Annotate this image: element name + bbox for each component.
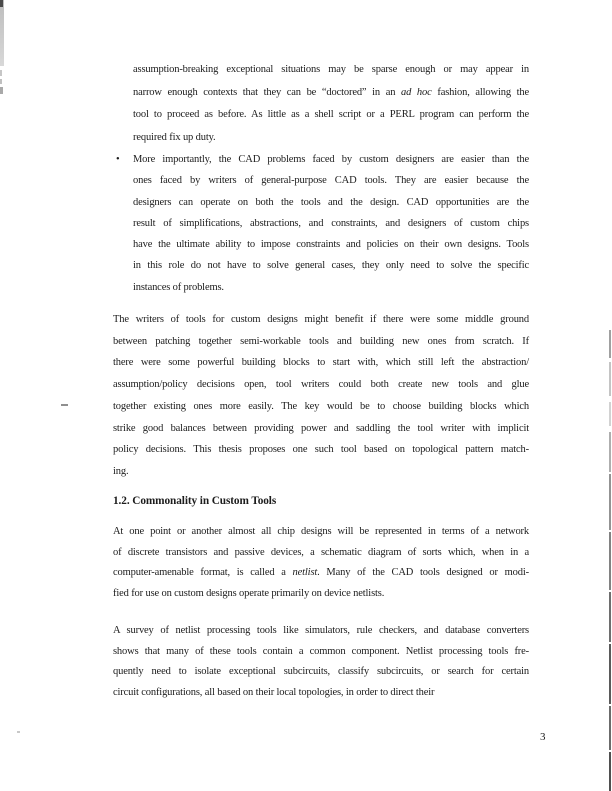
scan-artifact-right-streak (609, 592, 611, 642)
text-line: in this role do not have to solve general cases, they only need to solve the specific (133, 260, 529, 272)
text-line: fied for use on custom designs operate primarily on device netlists. (113, 587, 385, 599)
scan-artifact-right-streak (609, 402, 611, 426)
text-line: More importantly, the CAD problems faced by custom designers are easier than the (133, 154, 529, 165)
scan-artifact-right-streak (609, 706, 611, 750)
scan-artifact-right-streak (609, 644, 611, 704)
page-number: 3 (540, 731, 546, 743)
text-line: A survey of netlist processing tools like simulators, rule checkers, and database converters (113, 625, 529, 636)
paragraph-netlist (113, 522, 529, 604)
text-line: At one point or another almost all chip designs will be represented in terms of a network (113, 526, 529, 537)
text-line: policy decisions. This thesis proposes one such tool based on topological pattern match- (113, 444, 529, 456)
scan-artifact-dash (61, 404, 68, 406)
text-line: have the ultimate ability to impose constraints and policies on their own designs. Tools (133, 239, 529, 251)
scan-artifact-right-streak (609, 432, 611, 472)
text-line: narrow enough contexts that they can be “doctored” in an ad hoc fashion, allowing the (133, 86, 530, 98)
text-line: assumption-breaking exceptional situations may be sparse enough or may appear in (133, 64, 529, 75)
text-line: together existing ones more easily. The key would be to choose building blocks which (113, 400, 529, 412)
scan-artifact-left-mark (0, 79, 2, 84)
text-line: strike good balances between providing power and saddling the tool writer with implicit (113, 422, 529, 434)
bullet-item-paragraph (133, 149, 529, 298)
scan-artifact-corner-mark (0, 0, 3, 7)
text-line: required fix up duty. (133, 131, 216, 143)
text-line: tool to proceed as before. As little as a shell script or a PERL program can perform the (133, 109, 529, 120)
text-line: The writers of tools for custom designs might benefit if there were some middle ground (113, 314, 529, 325)
text-line: shows that many of these tools contain a common component. Netlist processing tools fre- (113, 645, 529, 657)
text-line: circuit configurations, all based on their local topologies, in order to direct their (113, 686, 435, 698)
section-heading: 1.2. Commonality in Custom Tools (113, 495, 277, 507)
scan-artifact-right-streak (609, 330, 611, 358)
text-line: instances of problems. (133, 281, 224, 293)
text-line: between patching together semi-workable tools and building new ones from scratch. If (113, 335, 529, 347)
text-line: ing. (113, 465, 129, 477)
text-line: there were some powerful building blocks to start with, which still left the abstraction/ (113, 357, 529, 369)
scan-artifact-right-streak (609, 474, 611, 530)
text-line: designers can operate on both the tools and the design. CAD opportunities are the (133, 196, 529, 208)
scan-artifact-left-mark (0, 70, 2, 76)
text-line: of discrete transistors and passive devices, a schematic diagram of sorts which, when in a (113, 546, 529, 558)
scan-artifact-right-streak (609, 362, 611, 396)
scan-artifact-left-mark (0, 87, 3, 94)
paragraph-middle-ground (113, 309, 529, 483)
paragraph-survey (113, 621, 529, 703)
text-line: result of simplifications, abstractions, and constraints, and designers of custom chips (133, 217, 529, 229)
scan-artifact-right-streak (609, 532, 611, 590)
text-line: assumption/policy decisions open, tool writers could both create new tools and glue (113, 379, 529, 391)
text-line: ones faced by writers of general-purpose CAD tools. They are easier because the (133, 175, 529, 187)
paragraph-continuation (133, 59, 529, 149)
bullet-marker: • (116, 154, 120, 165)
scan-artifact-speck (17, 731, 20, 733)
scan-artifact-right-streak (609, 752, 611, 791)
text-line: computer-amenable format, is called a netlist. Many of the CAD tools designed or modi- (113, 567, 529, 578)
text-line: quently need to isolate exceptional subcircuits, classify subcircuits, or search for certain (113, 666, 529, 677)
scan-artifact-left-strip (0, 0, 4, 66)
